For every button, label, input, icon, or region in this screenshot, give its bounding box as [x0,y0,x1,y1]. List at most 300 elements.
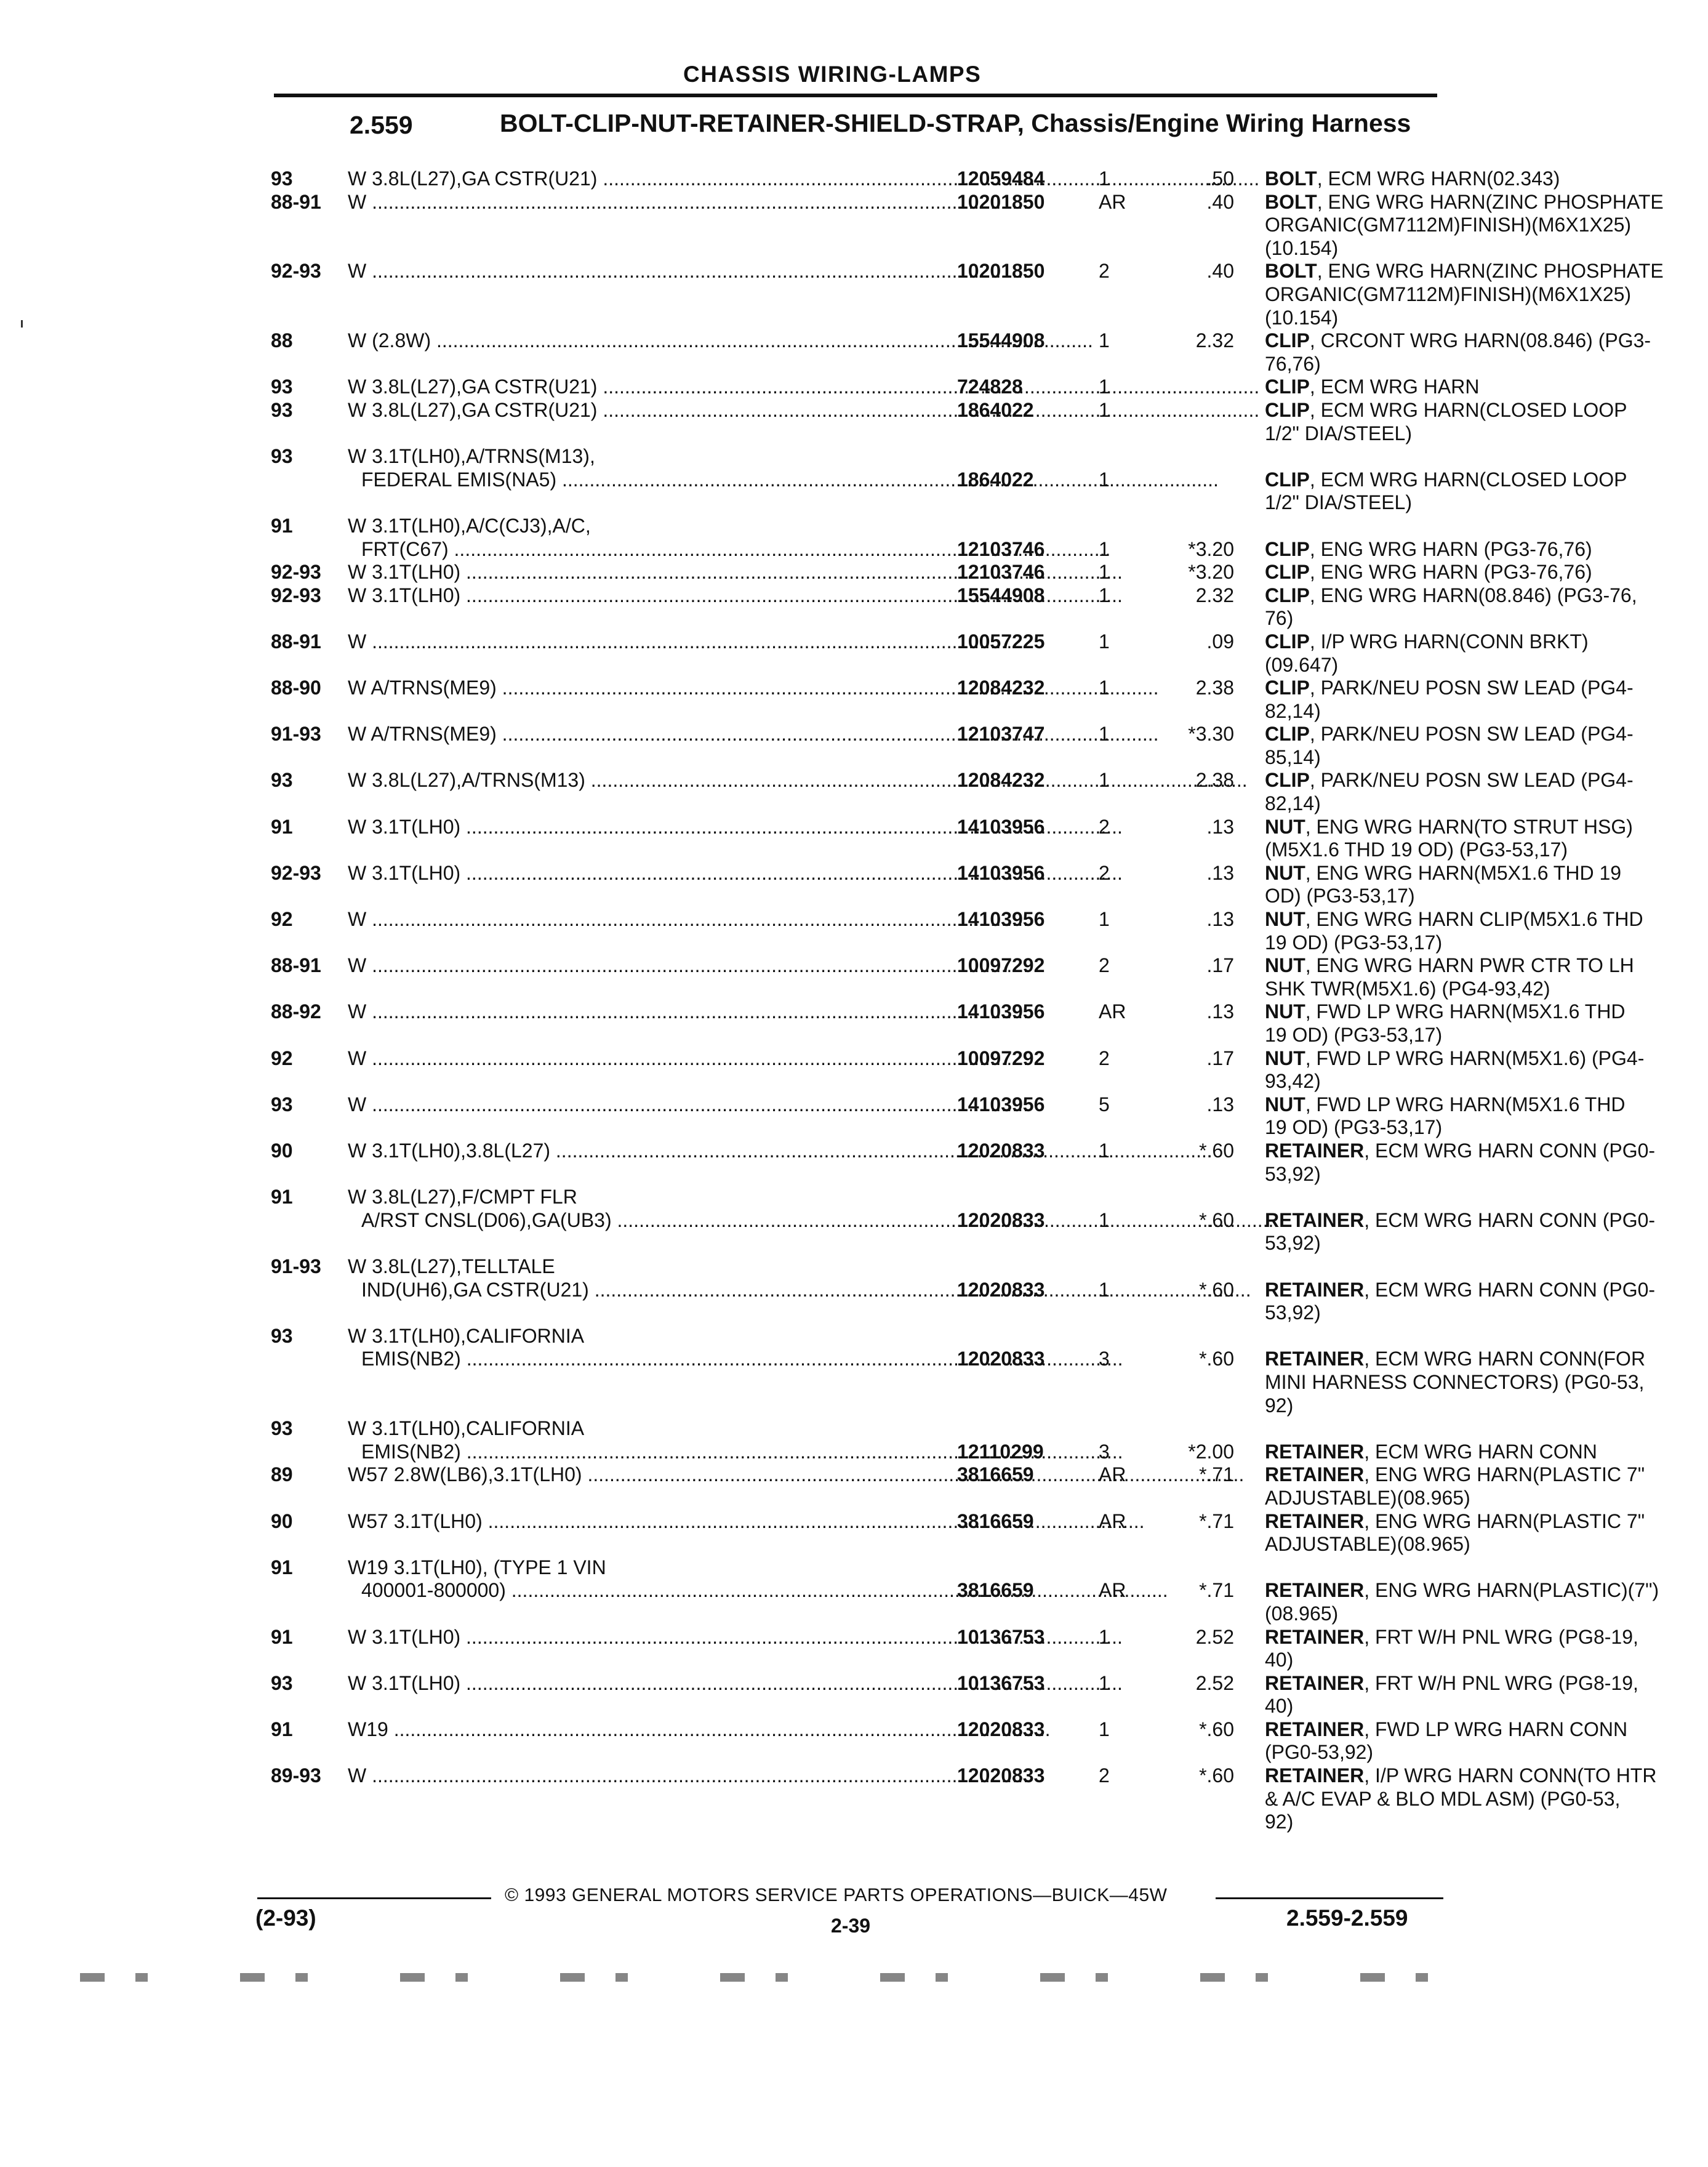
row-description-line: ENG WRG HARN(ZINC PHOSPHATE [1328,260,1664,283]
row-price: .09 [1206,630,1234,653]
parts-list [271,167,1664,1834]
table-row [271,1000,1626,1047]
row-quantity: AR [1099,190,1126,213]
row-part-number: 12059484 [957,167,1045,190]
row-price: .40 [1206,190,1234,213]
row-model: W ..... [348,954,951,978]
row-quantity: AR [1099,1510,1126,1532]
table-row [271,584,1637,630]
row-quantity: AR [1099,1579,1126,1602]
row-year: 93 [271,376,293,398]
row-price: 2.38 [1195,677,1234,699]
row-description-line: FWD LP WRG HARN(M5X1.6) (PG4- [1316,1047,1645,1069]
row-year: 92-93 [271,861,321,884]
row-quantity: 1 [1099,1208,1110,1231]
row-description-line: 1/2" DIA/STEEL) [1265,422,1412,444]
footer-copyright: © 1993 GENERAL MOTORS SERVICE PARTS OPERATIONS—BUICK—45W [505,1885,1168,1905]
row-year: 93 [271,1417,293,1440]
row-description-line: ECM WRG HARN [1320,376,1480,398]
row-year: 90 [271,1139,293,1162]
row-part-number: 12020833 [957,1208,1045,1231]
row-description-line: 40) [1265,1695,1294,1718]
row-part-number: 1864022 [957,398,1034,421]
row-description: RETAINER, ECM WRG HARN CONN(FOR MINI HARNESS CONNECTORS) (PG0-53, 92) [1265,1348,1646,1417]
row-price: 2.52 [1195,1625,1234,1648]
row-quantity: 1 [1099,537,1110,560]
row-model: W ..... [348,191,951,214]
row-part-number: 12020833 [957,1348,1045,1370]
row-year: 93 [271,398,293,421]
row-description-line: 19 OD) (PG3-53,17) [1265,1024,1443,1047]
row-model: W ..... [348,1764,951,1788]
row-item-name: BOLT [1265,190,1317,213]
row-description-line: 93,42) [1265,1070,1321,1093]
row-description: NUT, FWD LP WRG HARN(M5X1.6) (PG4- 93,42) [1265,1047,1645,1093]
row-part-number: 14103956 [957,861,1045,884]
row-model: W 3.1T(LH0) ..... [348,1626,951,1649]
row-quantity: 1 [1099,1718,1110,1740]
table-row [271,1764,1657,1834]
row-part-number: 1864022 [957,468,1034,491]
row-quantity: 1 [1099,329,1110,352]
row-model: W A/TRNS(ME9) ..... [348,723,951,746]
row-description: RETAINER, ENG WRG HARN(PLASTIC 7" ADJUSTABLE)(08.965) [1265,1510,1645,1556]
row-description-line: 19 OD) (PG3-53,17) [1265,931,1443,954]
row-part-number: 14103956 [957,1093,1045,1116]
row-description: CLIP, ENG WRG HARN (PG3-76,76) [1265,537,1592,560]
table-row [271,514,1592,561]
row-description-line: ENG WRG HARN(M5X1.6 THD 19 [1316,861,1622,884]
row-model: W 3.8L(L27),A/TRNS(M13) ..... [348,769,951,792]
row-model: W 3.1T(LH0) ..... [348,816,951,839]
row-description-line: ORGANIC(GM7112M)FINISH)(M6X1X25) [1265,214,1632,236]
row-description-line: (09.647) [1265,653,1339,676]
row-description-line: ENG WRG HARN (PG3-76,76) [1320,537,1592,560]
row-price: .17 [1206,1047,1234,1069]
row-description-line: 92) [1265,1394,1294,1417]
row-price: *.60 [1199,1139,1234,1162]
table-row [271,190,1664,260]
row-price: .13 [1206,908,1234,931]
row-description: NUT, ENG WRG HARN CLIP(M5X1.6 THD 19 OD) (PG3-53,17) [1265,908,1643,954]
section-title: BOLT-CLIP-NUT-RETAINER-SHIELD-STRAP, Chassis/Engine Wiring Harness [500,109,1411,137]
row-description: CLIP, PARK/NEU POSN SW LEAD (PG4- 82,14) [1265,769,1634,815]
row-quantity: 1 [1099,723,1110,746]
row-description: NUT, FWD LP WRG HARN(M5X1.6 THD 19 OD) (PG3-53,17) [1265,1093,1626,1139]
row-description: CLIP, ENG WRG HARN(08.846) (PG3-76, 76) [1265,584,1637,630]
row-part-number: 12110299 [957,1440,1044,1463]
row-description: CLIP, ENG WRG HARN (PG3-76,76) [1265,561,1592,584]
row-quantity: 2 [1099,861,1110,884]
margin-mark [21,320,23,328]
row-quantity: 1 [1099,677,1110,699]
row-year: 90 [271,1510,293,1532]
row-quantity: 1 [1099,584,1110,606]
row-description: RETAINER, ENG WRG HARN(PLASTIC 7" ADJUSTABLE)(08.965) [1265,1463,1645,1509]
row-item-name: NUT [1265,908,1305,931]
row-quantity: 2 [1099,954,1110,977]
row-year: 93 [271,1093,293,1116]
row-description: RETAINER, ECM WRG HARN CONN (PG0- 53,92) [1265,1139,1656,1185]
table-row [271,1139,1656,1186]
row-description: CLIP, CRCONT WRG HARN(08.846) (PG3- 76,76) [1265,329,1651,375]
row-year: 93 [271,769,293,792]
table-row [271,1047,1645,1093]
row-price: *.60 [1199,1208,1234,1231]
row-price: .50 [1206,167,1234,190]
page-title: CHASSIS WIRING-LAMPS [683,62,982,87]
row-description-line: ECM WRG HARN(CLOSED LOOP [1320,468,1627,491]
row-description: NUT, FWD LP WRG HARN(M5X1.6 THD 19 OD) (PG3-53,17) [1265,1000,1626,1047]
row-year: 91-93 [271,723,321,746]
row-item-name: CLIP [1265,376,1310,398]
row-item-name: BOLT [1265,260,1317,283]
row-part-number: 12103746 [957,537,1045,560]
row-description-line: 40) [1265,1649,1294,1671]
row-part-number: 12084232 [957,769,1045,792]
row-quantity: 2 [1099,260,1110,283]
row-part-number: 10136753 [957,1625,1045,1648]
row-price: *3.20 [1188,537,1234,560]
row-item-name: CLIP [1265,723,1310,746]
row-description: RETAINER, ECM WRG HARN CONN (PG0- 53,92) [1265,1208,1656,1255]
row-model: IND(UH6),GA CSTR(U21) ..... [348,1279,964,1302]
table-row [271,677,1634,723]
row-price: *.71 [1199,1463,1234,1486]
row-part-number: 12020833 [957,1718,1045,1740]
row-description-line: ECM WRG HARN CONN (PG0- [1374,1208,1656,1231]
row-price: 2.52 [1195,1671,1234,1694]
table-row [271,1186,1656,1255]
row-item-name: CLIP [1265,769,1310,792]
row-model: W A/TRNS(ME9) ..... [348,677,951,700]
row-description: CLIP, ECM WRG HARN [1265,376,1480,398]
row-model: FRT(C67) ..... [348,538,964,561]
row-price: *.60 [1199,1348,1234,1370]
row-price: *.60 [1199,1718,1234,1740]
row-description: BOLT, ENG WRG HARN(ZINC PHOSPHATE ORGANIC(GM7112M)FINISH)(M6X1X25) (10.154) [1265,260,1664,329]
row-description-line: SHK TWR(M5X1.6) (PG4-93,42) [1265,977,1550,1000]
row-description: RETAINER, FRT W/H PNL WRG (PG8-19, 40) [1265,1671,1638,1718]
row-description-line: PARK/NEU POSN SW LEAD (PG4- [1320,677,1634,699]
table-row [271,1093,1626,1140]
row-part-number: 14103956 [957,908,1045,931]
row-part-number: 10057225 [957,630,1045,653]
row-description-line: ENG WRG HARN(ZINC PHOSPHATE [1328,190,1664,213]
table-row [271,723,1634,769]
row-model: W19 3.1T(LH0), (TYPE 1 VIN [348,1556,606,1578]
row-model: W 3.1T(LH0) ..... [348,584,951,608]
row-item-name: RETAINER [1265,1764,1365,1787]
row-part-number: 10201850 [957,260,1045,283]
row-year: 91 [271,1556,293,1578]
row-description: CLIP, I/P WRG HARN(CONN BRKT) (09.647) [1265,630,1589,676]
row-description-line: (PG0-53,92) [1265,1741,1374,1764]
row-description: RETAINER, I/P WRG HARN CONN(TO HTR & A/C EVAP & BLO MDL ASM) (PG0-53, 92) [1265,1764,1657,1833]
row-model: W 3.8L(L27),GA CSTR(U21) ..... [348,399,951,422]
row-description-line: ENG WRG HARN(PLASTIC 7" [1374,1510,1645,1532]
row-year: 92-93 [271,561,321,584]
row-quantity: 2 [1099,1764,1110,1787]
row-price: *.71 [1199,1579,1234,1602]
row-part-number: 12103747 [957,723,1045,746]
table-row [271,376,1480,399]
row-year: 93 [271,445,293,468]
row-quantity: 1 [1099,630,1110,653]
row-description: RETAINER, ENG WRG HARN(PLASTIC)(7") (08.965) [1265,1579,1659,1625]
row-description: RETAINER, FRT W/H PNL WRG (PG8-19, 40) [1265,1625,1638,1671]
row-quantity: 1 [1099,769,1110,792]
row-part-number: 14103956 [957,1000,1045,1023]
row-description-line: ECM WRG HARN(02.343) [1328,167,1560,190]
row-item-name: CLIP [1265,537,1310,560]
row-part-number: 14103956 [957,815,1045,838]
row-description-line: 85,14) [1265,746,1321,768]
row-description-line: ECM WRG HARN CONN (PG0- [1374,1139,1656,1162]
row-description-line: CRCONT WRG HARN(08.846) (PG3- [1320,329,1651,352]
row-item-name: RETAINER [1265,1139,1365,1162]
row-model: EMIS(NB2) ..... [348,1441,964,1464]
row-part-number: 10201850 [957,190,1045,213]
row-year: 91 [271,514,293,537]
table-row [271,329,1651,376]
row-part-number: 12084232 [957,677,1045,699]
row-description-line: 1/2" DIA/STEEL) [1265,491,1412,514]
row-item-name: CLIP [1265,468,1310,491]
row-item-name: RETAINER [1265,1718,1365,1740]
table-row [271,1556,1659,1626]
row-description-line: PARK/NEU POSN SW LEAD (PG4- [1320,769,1634,792]
row-price: *.71 [1199,1510,1234,1532]
row-item-name: RETAINER [1265,1579,1365,1602]
table-row [271,815,1633,862]
row-item-name: NUT [1265,1093,1305,1116]
row-item-name: RETAINER [1265,1671,1365,1694]
row-description: RETAINER, ECM WRG HARN CONN (PG0- 53,92) [1265,1278,1656,1324]
row-description-line: 53,92) [1265,1232,1321,1255]
row-year: 91-93 [271,1255,321,1277]
row-quantity: 1 [1099,561,1110,584]
row-model: W 3.1T(LH0),CALIFORNIA [348,1324,585,1347]
row-description-line: ORGANIC(GM7112M)FINISH)(M6X1X25) [1265,283,1632,305]
row-price: .13 [1206,815,1234,838]
row-description: CLIP, ECM WRG HARN(CLOSED LOOP 1/2" DIA/STEEL) [1265,468,1627,514]
row-year: 92-93 [271,260,321,283]
row-description-line: ENG WRG HARN(PLASTIC 7" [1374,1463,1645,1486]
row-model: W 3.1T(LH0),3.8L(L27) ..... [348,1140,951,1163]
row-description: BOLT, ENG WRG HARN(ZINC PHOSPHATE ORGANIC(GM7112M)FINISH)(M6X1X25) (10.154) [1265,190,1664,259]
row-description-line: (10.154) [1265,306,1339,329]
row-part-number: 15544908 [957,584,1045,606]
row-model: W ..... [348,1093,951,1117]
row-quantity: 1 [1099,908,1110,931]
row-description-line: 19 OD) (PG3-53,17) [1265,1116,1443,1139]
table-row [271,769,1634,815]
footer-rule-right [1216,1897,1443,1899]
row-year: 88 [271,329,293,352]
row-quantity: 1 [1099,1671,1110,1694]
row-description-line: ENG WRG HARN PWR CTR TO LH [1316,954,1634,977]
table-row [271,1671,1638,1718]
table-row [271,445,1627,515]
row-quantity: 1 [1099,1278,1110,1301]
row-description-line: I/P WRG HARN(CONN BRKT) [1320,630,1589,653]
row-model: W 3.8L(L27),F/CMPT FLR [348,1186,577,1208]
row-part-number: 12103746 [957,561,1045,584]
row-year: 93 [271,167,293,190]
row-year: 88-90 [271,677,321,699]
row-item-name: NUT [1265,815,1305,838]
row-model: W 3.1T(LH0) ..... [348,561,951,584]
row-model: W ..... [348,1047,951,1071]
row-description-line: & A/C EVAP & BLO MDL ASM) (PG0-53, [1265,1787,1621,1810]
row-quantity: 3 [1099,1440,1110,1463]
row-description-line: ECM WRG HARN(CLOSED LOOP [1320,398,1627,421]
row-description-line: FWD LP WRG HARN CONN [1374,1718,1628,1740]
row-model: FEDERAL EMIS(NA5) ..... [348,468,964,492]
row-description-line: ENG WRG HARN (PG3-76,76) [1320,561,1592,584]
row-part-number: 15544908 [957,329,1045,352]
table-row [271,260,1664,329]
row-price: 2.32 [1195,584,1234,606]
row-quantity: 3 [1099,1348,1110,1370]
row-price: 2.38 [1195,769,1234,792]
row-price: .13 [1206,861,1234,884]
row-model: W ..... [348,260,951,283]
row-model: W 3.1T(LH0) ..... [348,1672,951,1695]
row-model: A/RST CNSL(D06),GA(UB3) ..... [348,1209,964,1232]
row-part-number: 10097292 [957,954,1045,977]
row-model: W (2.8W) ..... [348,329,951,353]
row-item-name: RETAINER [1265,1348,1365,1370]
row-item-name: RETAINER [1265,1208,1365,1231]
row-item-name: RETAINER [1265,1440,1365,1463]
row-year: 88-91 [271,954,321,977]
row-item-name: CLIP [1265,584,1310,606]
row-model: W 3.1T(LH0),CALIFORNIA [348,1417,585,1440]
row-part-number: 12020833 [957,1278,1045,1301]
row-year: 91 [271,1186,293,1208]
row-description: CLIP, PARK/NEU POSN SW LEAD (PG4- 85,14) [1265,723,1634,768]
row-model: W57 2.8W(LB6),3.1T(LH0) ..... [348,1463,951,1487]
row-item-name: NUT [1265,861,1305,884]
footer-date: (2-93) [255,1905,316,1931]
top-rule [274,94,1437,97]
row-description-line: (08.965) [1265,1602,1339,1625]
row-model: W57 3.1T(LH0) ..... [348,1510,951,1534]
row-item-name: CLIP [1265,630,1310,653]
row-quantity: 2 [1099,815,1110,838]
row-part-number: 12020833 [957,1139,1045,1162]
footer-section-range: 2.559-2.559 [1286,1905,1408,1931]
table-row [271,1718,1628,1764]
row-description: RETAINER, FWD LP WRG HARN CONN (PG0-53,92) [1265,1718,1628,1764]
row-item-name: NUT [1265,954,1305,977]
row-description: CLIP, PARK/NEU POSN SW LEAD (PG4- 82,14) [1265,677,1634,722]
table-row [271,1324,1646,1417]
row-price: .13 [1206,1093,1234,1116]
row-description-line: 92) [1265,1811,1294,1833]
row-description-line: ECM WRG HARN CONN [1374,1440,1597,1463]
row-item-name: BOLT [1265,167,1317,190]
row-model: 400001-800000) ..... [348,1579,964,1602]
row-quantity: 1 [1099,1625,1110,1648]
row-description-line: ENG WRG HARN(TO STRUT HSG) [1316,815,1633,838]
row-part-number: 3816659 [957,1510,1034,1532]
row-item-name: RETAINER [1265,1463,1365,1486]
row-model: W 3.1T(LH0) ..... [348,862,951,885]
row-description-line: 76) [1265,607,1294,630]
row-description-line: I/P WRG HARN CONN(TO HTR [1374,1764,1657,1787]
row-quantity: AR [1099,1000,1126,1023]
row-model: W 3.1T(LH0),A/TRNS(M13), [348,445,595,468]
row-price: .13 [1206,1000,1234,1023]
row-quantity: 1 [1099,398,1110,421]
row-year: 92 [271,1047,293,1069]
row-part-number: 724828 [957,376,1023,398]
row-description: CLIP, ECM WRG HARN(CLOSED LOOP 1/2" DIA/STEEL) [1265,398,1627,444]
section-number: 2.559 [350,111,413,139]
row-description-line: PARK/NEU POSN SW LEAD (PG4- [1320,723,1634,746]
row-year: 89-93 [271,1764,321,1787]
row-item-name: CLIP [1265,677,1310,699]
row-year: 93 [271,1324,293,1347]
row-quantity: 1 [1099,468,1110,491]
row-item-name: CLIP [1265,398,1310,421]
row-description: NUT, ENG WRG HARN PWR CTR TO LH SHK TWR(M5X1.6) (PG4-93,42) [1265,954,1634,1000]
row-item-name: NUT [1265,1000,1305,1023]
row-quantity: 5 [1099,1093,1110,1116]
row-item-name: RETAINER [1265,1278,1365,1301]
row-description-line: ADJUSTABLE)(08.965) [1265,1533,1470,1556]
row-quantity: 1 [1099,1139,1110,1162]
table-row [271,1625,1638,1672]
row-year: 92 [271,908,293,931]
row-model: EMIS(NB2) ..... [348,1348,964,1371]
row-description-line: 53,92) [1265,1162,1321,1185]
row-price: *3.30 [1188,723,1234,746]
row-description-line: (10.154) [1265,236,1339,259]
table-row [271,954,1634,1000]
footer-page-number: 2-39 [831,1915,871,1937]
row-price: *2.00 [1188,1440,1234,1463]
table-row [271,1463,1645,1510]
table-row [271,861,1622,908]
table-row [271,908,1643,954]
row-year: 91 [271,815,293,838]
row-quantity: 1 [1099,376,1110,398]
row-year: 88-92 [271,1000,321,1023]
row-model: W 3.8L(L27),TELLTALE [348,1255,555,1277]
row-item-name: RETAINER [1265,1510,1365,1532]
row-description-line: ECM WRG HARN CONN(FOR [1374,1348,1646,1370]
row-description-line: FRT W/H PNL WRG (PG8-19, [1374,1671,1638,1694]
row-description-line: 82,14) [1265,792,1321,815]
table-row [271,1255,1656,1325]
table-row [271,1510,1645,1556]
row-description-line: FRT W/H PNL WRG (PG8-19, [1374,1625,1638,1648]
row-item-name: NUT [1265,1047,1305,1069]
row-year: 92-93 [271,584,321,606]
row-model: W ..... [348,630,951,654]
row-description: BOLT, ECM WRG HARN(02.343) [1265,167,1560,190]
row-description-line: 53,92) [1265,1301,1321,1324]
row-model: W19 ..... [348,1718,951,1742]
row-year: 88-91 [271,630,321,653]
row-description: NUT, ENG WRG HARN(M5X1.6 THD 19 OD) (PG3-53,17) [1265,861,1622,907]
row-description-line: 82,14) [1265,699,1321,722]
table-row [271,630,1589,677]
